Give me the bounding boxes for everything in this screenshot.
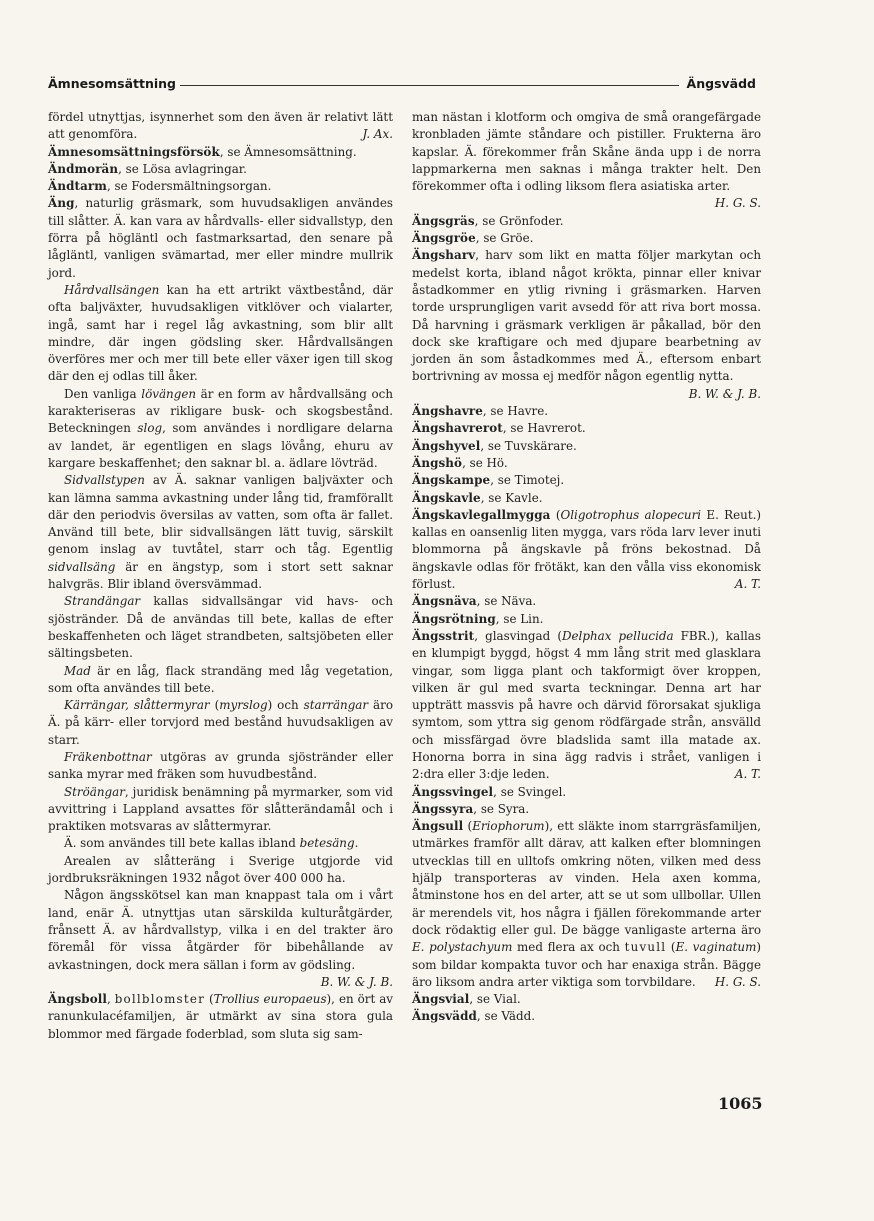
page-number: 1065 bbox=[718, 1094, 763, 1113]
entry-text: lövängen bbox=[141, 386, 197, 401]
entry-text: , se Vial. bbox=[469, 992, 521, 1007]
entry-text: , se Grönfoder. bbox=[474, 213, 564, 228]
author-signature: B. W. & J. B. bbox=[320, 974, 393, 989]
entry-text: sidvallsäng bbox=[48, 559, 116, 574]
entry-text: , se Kavle. bbox=[480, 490, 543, 505]
dictionary-entry bbox=[412, 490, 761, 507]
paragraph bbox=[48, 887, 393, 991]
entry-headword: Ängsstrit bbox=[412, 628, 475, 643]
entry-text: , se Havre. bbox=[482, 404, 549, 419]
dictionary-entry bbox=[48, 109, 393, 144]
left-column bbox=[48, 109, 393, 1043]
entry-headword: Ängskavle bbox=[412, 490, 481, 505]
dictionary-entry bbox=[412, 472, 761, 489]
entry-text: är en form av hårdvallsäng och karakteriseras av rikligare busk- och skogsbestånd. Beteckningen bbox=[48, 386, 394, 436]
entry-headword: Ängshö bbox=[412, 455, 463, 470]
entry-text: slog bbox=[137, 421, 163, 436]
entry-text: , se Lin. bbox=[495, 611, 544, 626]
entry-text: , glasvingad ( bbox=[474, 628, 562, 643]
entry-headword: Ängskavlegallmygga bbox=[412, 507, 551, 522]
dictionary-entry bbox=[412, 593, 761, 610]
dictionary-entry bbox=[412, 109, 761, 213]
entry-text: myrslog bbox=[219, 698, 268, 713]
paragraph bbox=[48, 697, 393, 749]
entry-text: ( bbox=[550, 507, 561, 522]
entry-text: är en låg, flack strandäng med låg vegetation, som ofta användes till bete. bbox=[48, 663, 393, 695]
author-signature: A. T. bbox=[734, 577, 761, 592]
entry-text: , se Ämnesomsättning. bbox=[219, 144, 357, 159]
author-signature: J. Ax. bbox=[362, 127, 393, 142]
author-signature: H. G. S. bbox=[714, 974, 761, 989]
entry-text: starrängar bbox=[303, 698, 369, 713]
paragraph bbox=[48, 853, 393, 888]
entry-text: utgöras av grunda sjöstränder eller sanka myrar med fräken som huvudbestånd. bbox=[48, 749, 393, 782]
entry-text: . bbox=[354, 836, 359, 851]
entry-text: , se Hö. bbox=[462, 455, 508, 470]
dictionary-entry bbox=[412, 247, 761, 403]
entry-text: betesäng bbox=[299, 836, 355, 851]
entry-text: Kärrängar, slåttermyrar bbox=[64, 698, 210, 713]
entry-text: ( bbox=[209, 698, 220, 713]
entry-text: FBR.), kallas en klumpigt byggd, högst 4 mm lång strit med glasklara vingar, som ligga plant och takformigt över kroppen, vilken är gul med svarta teckningar. Denna art har uppträtt massvis på havre och därvid förorsakat sjukliga symtom, som yttra sig genom rödfärgade strån, ansvälld och missfärgad övre bladslida samt illa matade ax. Honorna borra in sina ägg radvis i strået, vanligen i 2:dra eller 3:dje leden. bbox=[412, 628, 761, 782]
entry-text: ), ett släkte inom starrgräsfamiljen, utmärkes framför allt därav, att kalken efter blomningen utvecklas till en ulltofs omkring nöten, vilken med dess hjälp transporteras av vinden. Hela axen komma, åtminstone hos en del arter, att se ut som ullbollar. Ullen är merendels vit, hos några i fjällen förekommande arter dock rödaktig eller gul. De bägge vanligaste arterna äro bbox=[412, 819, 762, 937]
entry-text: , bbox=[106, 992, 115, 1007]
header-right-word: Ängsvädd bbox=[686, 76, 756, 91]
entry-text: man nästan i klotform och omgiva de små orangefärgade kronbladen jämte ståndare och pistiller. Frukterna äro kapslar. Ä. förekommer från Skåne ända upp i de norra lappmarkerna men saknas i många trakter helt. Den förekommer ofta i odling liksom flera asiatiska arter. bbox=[412, 110, 761, 194]
dictionary-entry bbox=[412, 784, 761, 801]
entry-headword: Ängshyvel bbox=[412, 438, 481, 453]
entry-headword: Ängsvädd bbox=[412, 1009, 477, 1024]
dictionary-entry bbox=[48, 161, 393, 178]
dictionary-entry bbox=[412, 438, 761, 455]
entry-text: Sidvallstypen bbox=[64, 473, 145, 488]
entry-text: Någon ängsskötsel kan man knappast tala om i vårt land, enär Ä. utnyttjas utan särskilda kulturåtgärder, frånsett Ä. av hårdvallstyp, vilka i en del trakter äro föremål för vissa åtgärder för bibehållande av avkastningen, dock mera sällan i form av gödsling. bbox=[48, 888, 393, 972]
entry-headword: Ängsrötning bbox=[412, 611, 496, 626]
author-signature: H. G. S. bbox=[714, 196, 761, 211]
entry-text: , se Gröe. bbox=[475, 231, 534, 246]
dictionary-entry bbox=[412, 818, 761, 991]
entry-headword: Ängsgräs bbox=[412, 213, 475, 228]
entry-text: är en ängstyp, som i stort sett saknar halvgräs. Blir ibland översvämmad. bbox=[48, 559, 393, 592]
dictionary-entry bbox=[48, 144, 393, 161]
entry-text: Eriophorum bbox=[472, 819, 545, 834]
entry-text: Arealen av slåtteräng i Sverige utgjorde vid jordbruksräkningen 1932 något över 400 000 ha. bbox=[48, 853, 393, 886]
entry-headword: Ängssvingel bbox=[412, 784, 494, 799]
entry-headword: Ängsnäva bbox=[412, 594, 477, 609]
entry-text: , se Svingel. bbox=[493, 784, 567, 799]
entry-text: , se Tuvskärare. bbox=[480, 438, 577, 453]
dictionary-entry bbox=[412, 628, 761, 784]
dictionary-entry bbox=[48, 195, 393, 281]
dictionary-entry bbox=[412, 213, 761, 230]
dictionary-entry bbox=[48, 991, 393, 1043]
entry-headword: Ängshavre bbox=[412, 404, 483, 419]
paragraph bbox=[48, 663, 393, 698]
author-signature: B. W. & J. B. bbox=[688, 386, 761, 401]
entry-headword: Ämnesomsättningsförsök bbox=[48, 144, 220, 159]
entry-text: tuvull bbox=[624, 940, 667, 955]
dictionary-entry bbox=[412, 801, 761, 818]
dictionary-entry bbox=[412, 455, 761, 472]
entry-text: E. vaginatum bbox=[675, 940, 757, 955]
paragraph bbox=[48, 784, 393, 836]
dictionary-entry bbox=[412, 611, 761, 628]
entry-headword: Ändtarm bbox=[48, 179, 107, 194]
entry-text: ), en ört av ranunkulacéfamiljen, är utmärkt av sina stora gula blommor med färgade foderblad, som sluta sig sam- bbox=[48, 992, 394, 1041]
entry-text: Trollius europaeus bbox=[213, 992, 327, 1007]
entry-headword: Ändmorän bbox=[48, 161, 119, 176]
entry-headword: Ängsull bbox=[412, 819, 464, 834]
entry-text: fördel utnyttjas, isynnerhet som den även är relativt lätt att genomföra. bbox=[48, 110, 393, 142]
dictionary-entry bbox=[412, 1008, 761, 1025]
entry-text: Mad bbox=[64, 663, 91, 678]
entry-text: , harv som likt en matta följer markytan och medelst korta, ibland något krökta, pinnar eller knivar åstadkommer en ytlig rivning i gräsmarken. Harven torde ursprungligen varit avsedd för att riva bort mossa. Då harvning i gräsmark verkligen är påkallad, bör den dock ske kraftigare och med djupare bearbetning av jorden än som åstadkommes med Ä., eftersom enbart bortrivning av mossa ej medför någon egentlig nytta. bbox=[412, 248, 761, 384]
entry-text: bollblomster bbox=[114, 992, 205, 1007]
entry-text: äro Ä. på kärr- eller torvjord med bestånd huvudsakligen av starr. bbox=[48, 698, 393, 747]
entry-text: Delphax pellucida bbox=[561, 628, 674, 643]
header-rule bbox=[180, 85, 679, 86]
running-header bbox=[48, 76, 756, 91]
entry-text: ) och bbox=[267, 698, 304, 713]
paragraph bbox=[48, 749, 393, 784]
entry-text: ( bbox=[666, 940, 676, 955]
entry-text: , se Timotej. bbox=[490, 473, 565, 488]
entry-text: , se Fodersmältningsorgan. bbox=[106, 179, 272, 194]
entry-text: Oligotrophus alopecuri bbox=[560, 507, 702, 522]
entry-headword: Ängssyra bbox=[412, 801, 474, 816]
entry-text: E. polystachyum bbox=[412, 940, 513, 955]
entry-text: Den vanliga bbox=[64, 386, 142, 401]
entry-text: , se Syra. bbox=[473, 801, 530, 816]
entry-text: Hårdvallsängen bbox=[64, 282, 160, 297]
entry-headword: Ängskampe bbox=[412, 473, 491, 488]
entry-text: , se Havrerot. bbox=[502, 421, 586, 436]
right-column bbox=[412, 109, 761, 1026]
dictionary-entry bbox=[412, 507, 761, 593]
dictionary-entry bbox=[412, 403, 761, 420]
entry-headword: Ängsvial bbox=[412, 992, 470, 1007]
entry-headword: Ängshavrerot bbox=[412, 421, 503, 436]
entry-text: , se Vädd. bbox=[476, 1009, 535, 1024]
entry-text: kallas sidvallsängar vid havs- och sjöstränder. Då de användas till bete, kallas de efter beskaffenheten och läget strandbeten, saltsjöbeten eller sältingsbeten. bbox=[48, 594, 393, 661]
entry-text: ( bbox=[463, 819, 473, 834]
entry-headword: Ängsharv bbox=[412, 248, 476, 263]
entry-text: Strandängar bbox=[64, 594, 141, 609]
entry-text: , se Lösa avlagringar. bbox=[118, 161, 247, 176]
entry-text: , som användes i nordligare delarna av landet, är egentligen en slags lövång, ehuru av kargare beskaffenhet; den saknar bl. a. ädlare lövträd. bbox=[48, 421, 393, 470]
entry-text: , juridisk benämning på myrmarker, som vid avvittring i Lappland avsattes för slåtterändamål och i praktiken motsvaras av slåttermyrar. bbox=[48, 784, 393, 834]
entry-text: Ä. som användes till bete kallas ibland bbox=[64, 836, 300, 851]
entry-text: kan ha ett artrikt växtbestånd, där ofta baljväxter, huvudsakligen vitklöver och vialarter, ingå, samt har i regel låg avkastning, som blir allt mindre, där ingen gödsling sker. Hårdvallsängen överföres mer och mer till bete eller växer igen till skog där den ej odlas till åker. bbox=[48, 282, 393, 384]
entry-text: ( bbox=[204, 992, 214, 1007]
entry-text: E. Reut.) kallas en oansenlig liten mygga, vars röda larv lever inuti blommorna på ängskavle på fröns bekostnad. Då ängskavle odlas för frötäkt, kan den vålla viss ekonomisk förlust. bbox=[412, 507, 762, 592]
paragraph bbox=[48, 835, 393, 852]
entry-text: med flera ax och bbox=[512, 940, 625, 955]
author-signature: A. T. bbox=[734, 767, 761, 782]
dictionary-entry bbox=[412, 230, 761, 247]
entry-text: av Ä. saknar vanligen baljväxter och kan lämna samma avkastning under lång tid, framförallt där den periodvis översilas av vatten, som ofta är fallet. Använd till bete, blir sidvallsängen lätt tuvig, särskilt genom inslag av tuvtåtel, starr och tåg. Egentlig bbox=[48, 473, 393, 557]
entry-text: ) som bildar kompakta tuvor och har enaxiga strån. Bägge äro liksom andra arter viktiga som torvbildare. bbox=[412, 940, 762, 989]
entry-text: , se Näva. bbox=[476, 594, 537, 609]
entry-headword: Ängsboll bbox=[48, 992, 107, 1007]
entry-headword: Äng bbox=[48, 196, 75, 211]
entry-headword: Ängsgröe bbox=[412, 231, 476, 246]
entry-text: , naturlig gräsmark, som huvudsakligen användes till slåtter. Ä. kan vara av hårdvalls- eller sidvallstyp, den förra på högläntl och fastmarksartad, den senare på lågläntl, vanligen svämartad, mer eller mindre mullrik jord. bbox=[48, 196, 393, 280]
entry-text: Ströängar bbox=[64, 784, 125, 799]
dictionary-entry bbox=[412, 991, 761, 1008]
paragraph bbox=[48, 386, 393, 472]
paragraph bbox=[48, 593, 393, 662]
dictionary-entry bbox=[48, 178, 393, 195]
paragraph bbox=[48, 282, 393, 386]
header-left-word: Ämnesomsättning bbox=[48, 76, 176, 91]
entry-text: Fräkenbottnar bbox=[64, 749, 152, 764]
dictionary-entry bbox=[412, 420, 761, 437]
paragraph bbox=[48, 472, 393, 593]
